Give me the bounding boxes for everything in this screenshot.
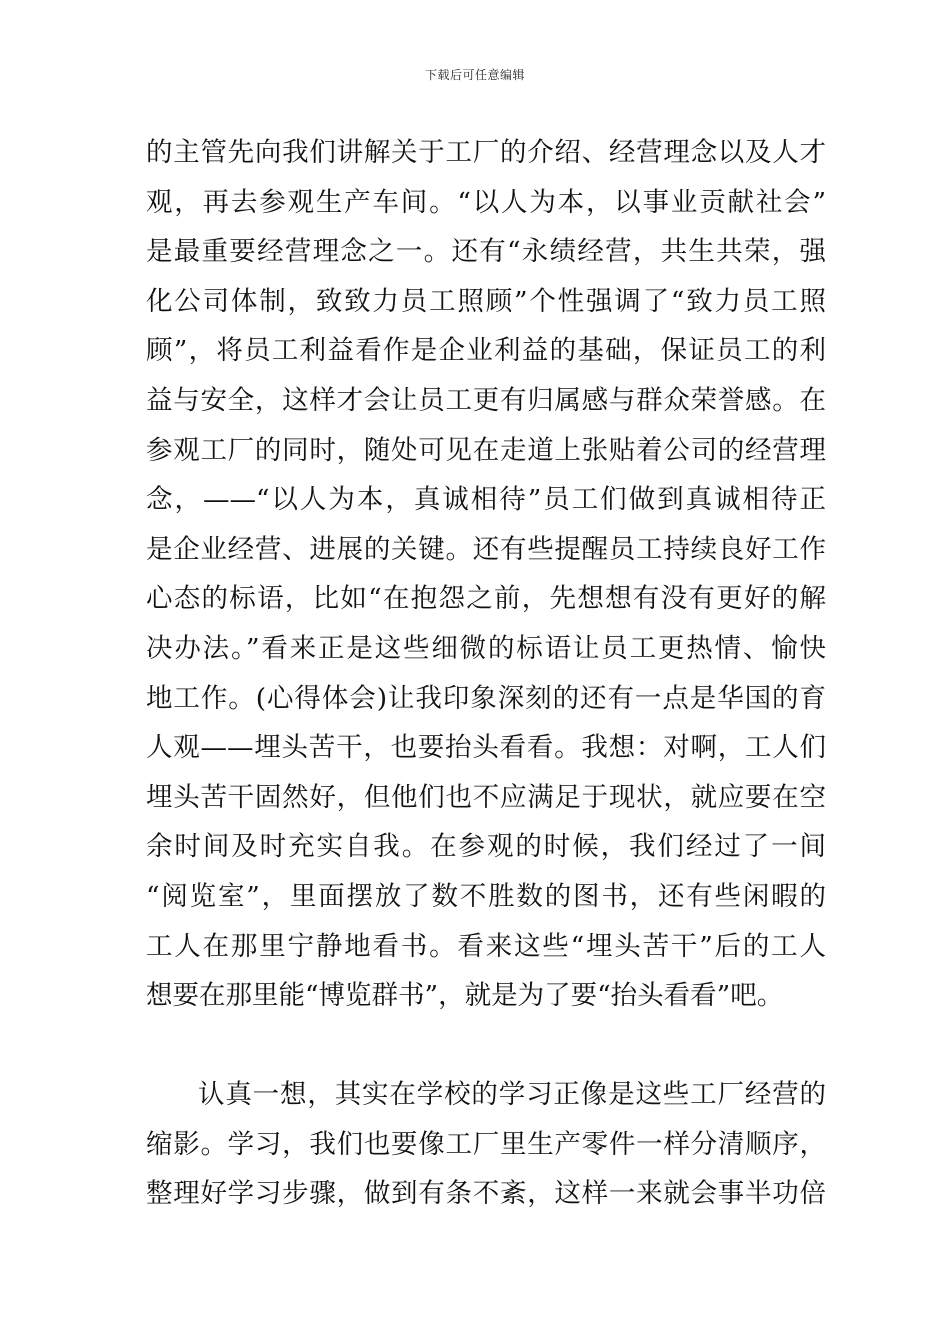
text-line: “阅览室”，里面摆放了数不胜数的图书，还有些闲暇的 [146,880,826,912]
paragraph-2 [146,1070,826,1219]
text-line: 认真一想，其实在学校的学习正像是这些工厂经营的 [198,1079,826,1111]
text-line: 想要在那里能“博览群书”，就是为了要“抬头看看”吧。 [146,980,784,1012]
text-line: 地工作。(心得体会)让我印象深刻的还有一点是华国的育 [146,682,826,714]
paragraph-1 [146,128,826,1021]
text-line: 余时间及时充实自我。在参观的时候，我们经过了一间 [146,831,826,863]
text-line: 化公司体制，致致力员工照顾”个性强调了“致力员工照 [146,285,826,317]
text-line: 缩影。学习，我们也要像工厂里生产零件一样分清顺序， [146,1128,826,1160]
text-line: 顾”，将员工利益看作是企业利益的基础，保证员工的利 [146,335,826,367]
text-line: 工人在那里宁静地看书。看来这些“埋头苦干”后的工人 [146,930,826,962]
text-line: 是最重要经营理念之一。还有“永绩经营，共生共荣，强 [146,236,826,268]
document-body [146,128,826,1219]
text-line: 埋头苦干固然好，但他们也不应满足于现状，就应要在空 [146,781,826,813]
text-line: 参观工厂的同时，随处可见在走道上张贴着公司的经营理 [146,434,826,466]
text-line: 观，再去参观生产车间。“以人为本，以事业贡献社会” [146,186,826,218]
paragraph-spacer [146,1021,826,1071]
text-line: 的主管先向我们讲解关于工厂的介绍、经营理念以及人才 [146,137,826,168]
text-line: 念，——“以人为本，真诚相待”员工们做到真诚相待正 [146,484,826,516]
text-line: 决办法。”看来正是这些细微的标语让员工更热情、愉快 [146,632,826,664]
page-header-note: 下载后可任意编辑 [424,68,525,82]
text-line: 整理好学习步骤，做到有条不紊，这样一来就会事半功倍 [146,1178,826,1210]
text-line: 益与安全，这样才会让员工更有归属感与群众荣誉感。在 [146,384,826,416]
text-line: 是企业经营、进展的关键。还有些提醒员工持续良好工作 [146,533,826,565]
text-line: 人观——埋头苦干，也要抬头看看。我想：对啊，工人们 [146,732,826,764]
text-line: 心态的标语，比如“在抱怨之前，先想想有没有更好的解 [146,583,826,615]
